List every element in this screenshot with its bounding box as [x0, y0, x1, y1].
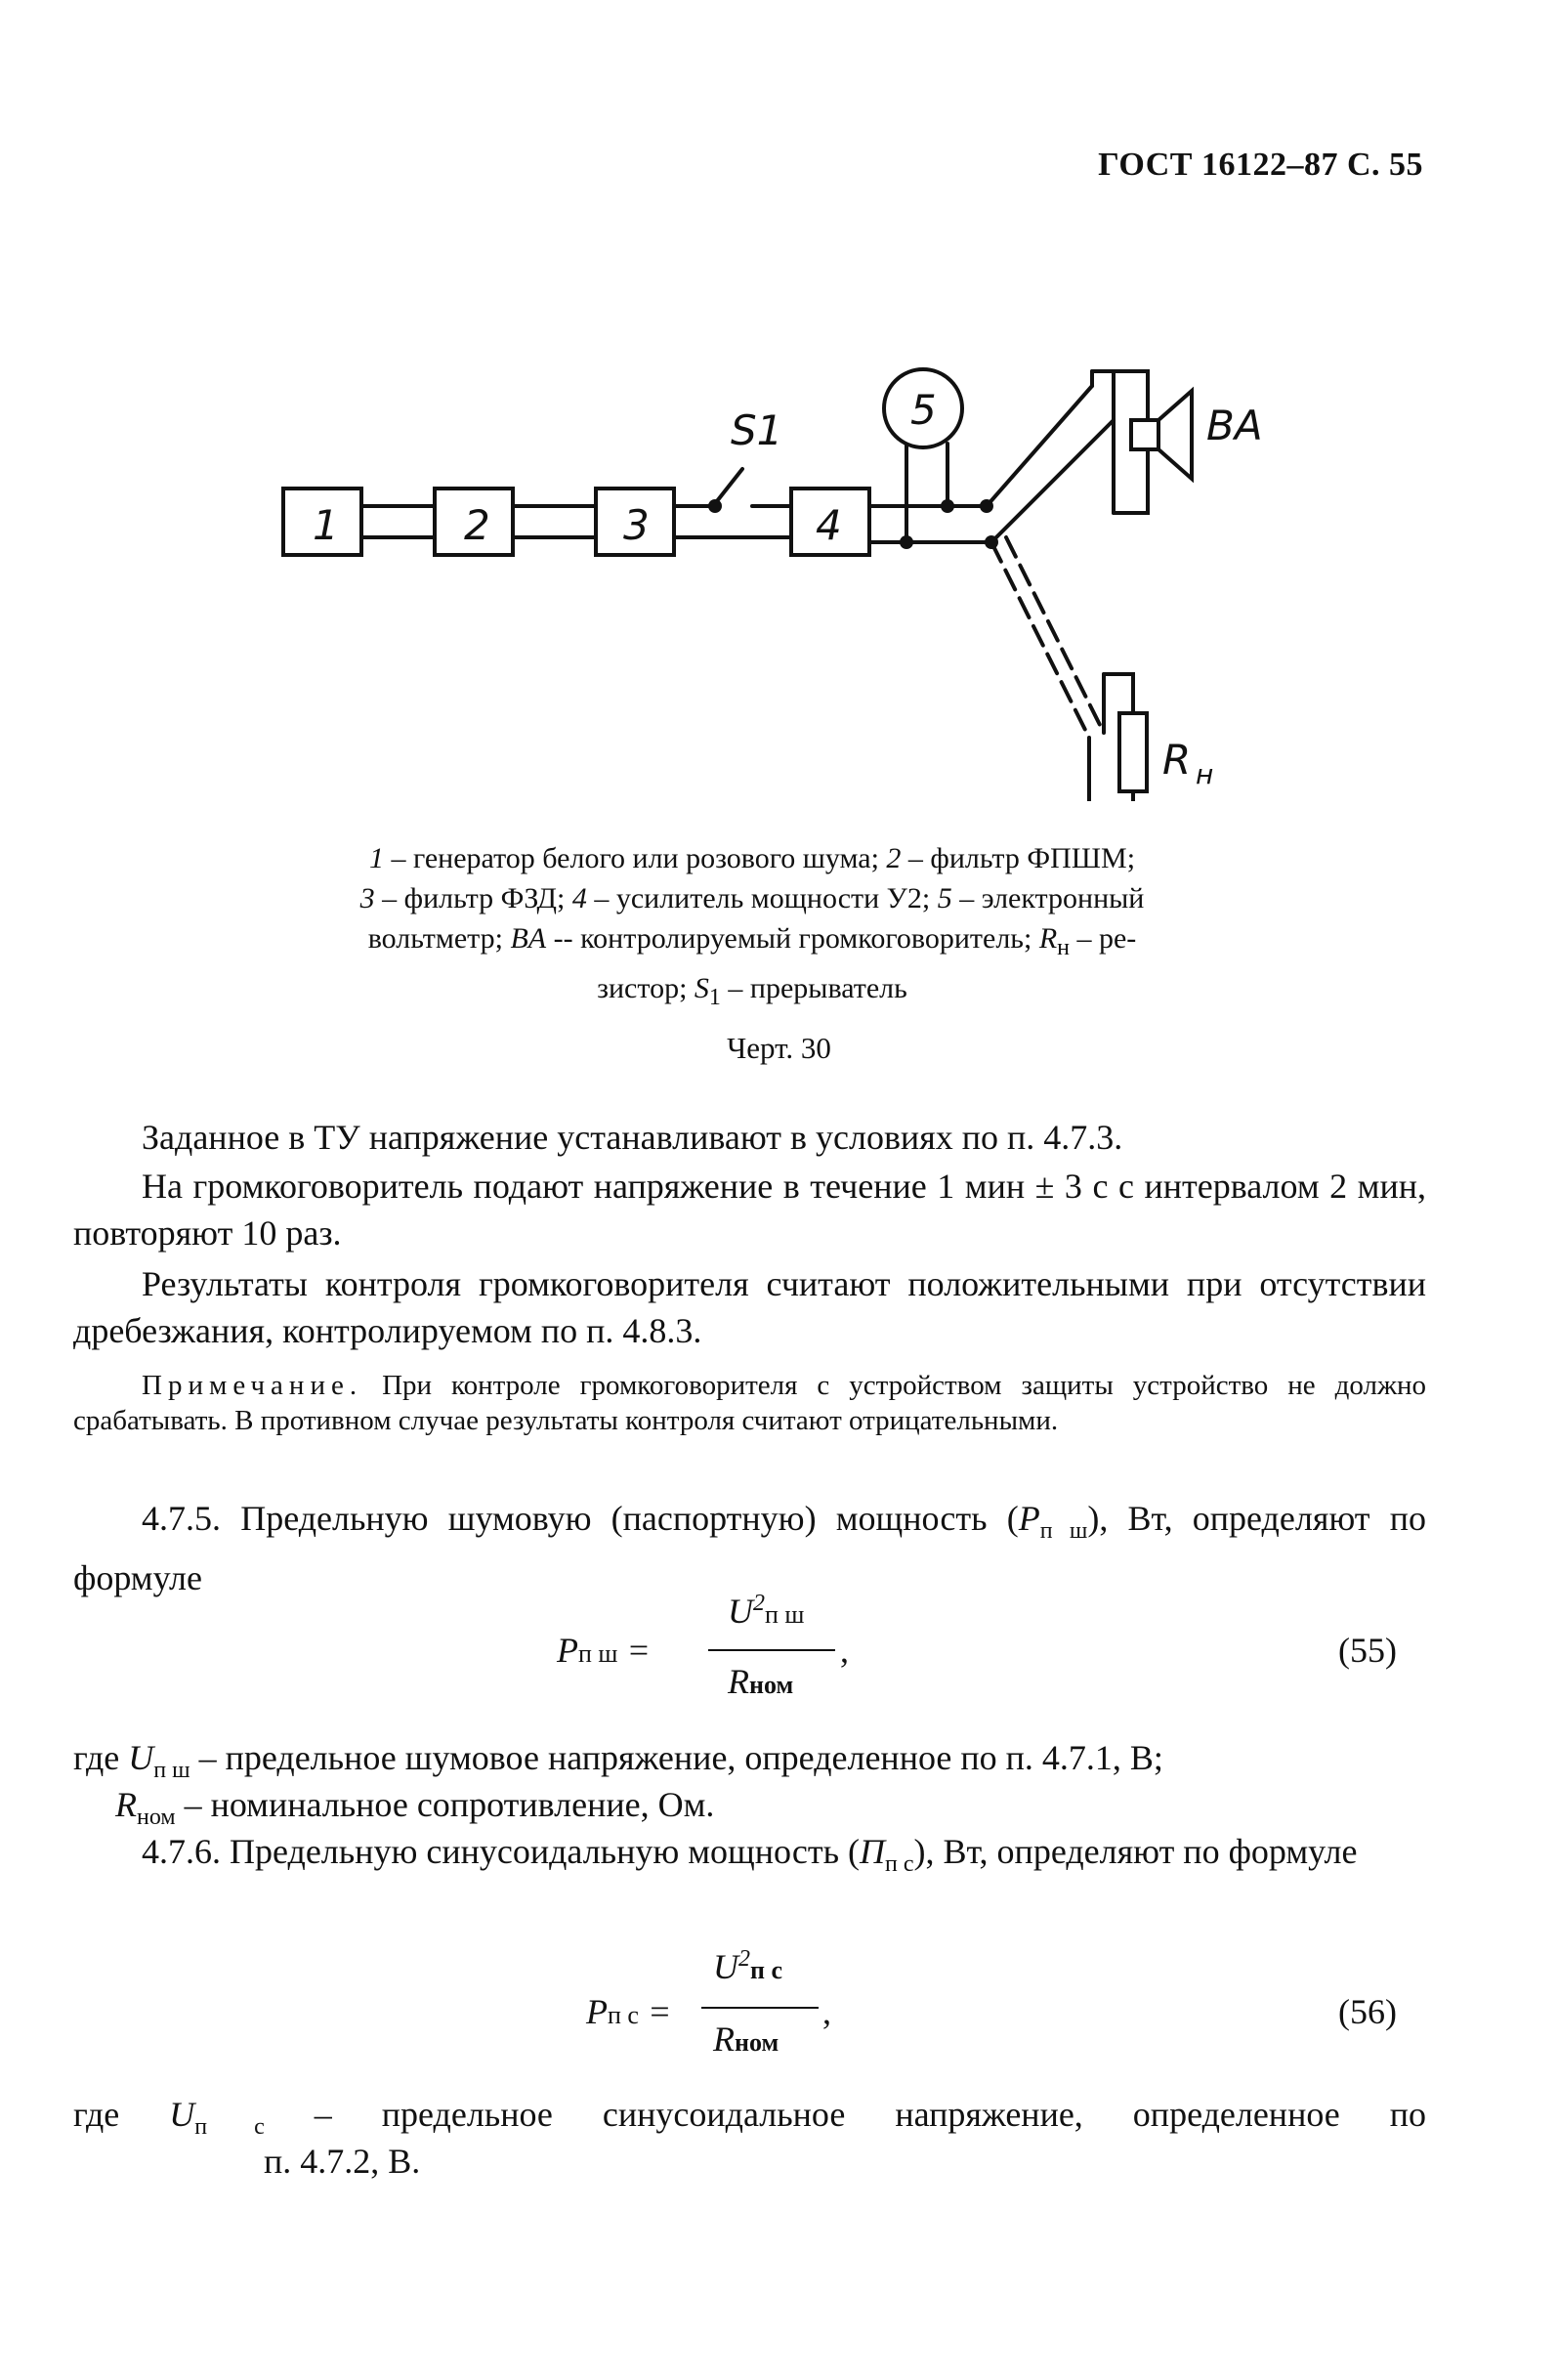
- page-header: ГОСТ 16122–87 С. 55: [1098, 147, 1423, 183]
- where-line-2: $R_{ном}$ – номинальное сопротивление, Ом.: [115, 1785, 715, 1831]
- resistor-rn: [1119, 713, 1147, 791]
- figure-caption: 1 – генератор белого или розового шума; 2 – фильтр ФПШМ; 3 – фильтр ФЗД; 4 – усилитель мощности У2; 5 – электронный вольтметр; BA -- контролируемый громкоговоритель; $R_н - ре-$ зистор; $S_1$ – прерыватель: [359, 842, 1145, 1010]
- paragraph-4-7-5: 4.7.5. Предельную шумовую (паспортную) мощность $(P_{п ш})$, Вт, определяют по формуле: [73, 1499, 1427, 1598]
- speaker-label: BA: [1206, 402, 1263, 449]
- block-3-label: 3: [623, 501, 650, 549]
- paragraph-4-7-6: 4.7.6. Предельную синусоидальную мощность $(П_{п с})$, Вт, определяют по формуле: [142, 1832, 1358, 1878]
- resistor-sub: н: [1196, 758, 1214, 790]
- voltmeter-label: 5: [910, 386, 937, 434]
- block-2-label: 2: [464, 501, 490, 549]
- figure-label: Черт. 30: [727, 1031, 831, 1065]
- where-line-3: где $U_{п с}$ – предельное синусоидальное напряжение, определенное по: [73, 2095, 1427, 2141]
- note-body: При контроле громкоговорителя с устройством защиты устройство не должно срабатывать. В противном случае результаты контроля считают отрицательными.: [73, 1370, 1426, 1436]
- paragraph-2: На громкоговоритель подают напряжение в течение 1 мин ± 3 с с интервалом 2 мин, повторяют 10 раз.: [73, 1167, 1426, 1253]
- equation-number-56: (56): [1338, 1992, 1397, 2031]
- block-4-label: 4: [816, 501, 842, 549]
- where-line-1: где $U_{п ш}$ – предельное шумовое напряжение, определенное по п. 4.7.1, В;: [73, 1738, 1163, 1784]
- resistor-label: R: [1162, 736, 1192, 784]
- document-page: ГОСТ 16122–87 С. 55 1 2 3 4 5 S1 BA R н 1 – генератор белого или розового шума; 2 – фильтр ФПШМ; 3 – фильтр ФЗД; 4 – усилитель мощности У2; 5 – электронный вольтметр; BA -- контролируемый громкоговоритель; $R_н - ре-$ зистор; $S_1$ – прерыватель Черт. 30 Заданное в ТУ напряжение устанавливают в условиях по п. 4.7.3. На громкоговоритель подают напряжение в течение 1 мин ± 3 с с интервалом 2 мин, повторяют 10 раз. Результаты контроля громкоговорителя считают положительными при отсутствии дребезжания, контролируемом по п. 4.8.3. Примечание. При контроле громкоговорителя с устройством защиты устройство не должно срабатывать. В противном случае результаты контроля считают отрицательными. 4.7.5. Предельную шумовую (паспортную) мощность $(P_{п ш})$, Вт, определяют по формуле Pп ш = $U^2п$ ш Rном , (55) где $U_{п ш}$ – предельное шумовое напряжение, определенное по п. 4.7.1, В; $R_{ном}$ – номинальное сопротивление, Ом. 4.7.6. Предельную синусоидальную мощность $(П_{п с})$, Вт, определяют по формуле Pп с = $U^2п$ с Rном , (56) где $U_{п с}$ – предельное синусоидальное напряжение, определенное по п. 4.7.2, В.: [0, 0, 1558, 2380]
- paragraph-3: Результаты контроля громкоговорителя считают положительными при отсутствии дребезжания, контролируемом по п. 4.8.3.: [73, 1264, 1426, 1350]
- paragraph-1: Заданное в ТУ напряжение устанавливают в условиях по п. 4.7.3.: [142, 1118, 1123, 1157]
- circuit-diagram: [274, 352, 1299, 801]
- block-1-label: 1: [313, 501, 339, 549]
- equation-number-55: (55): [1338, 1631, 1397, 1670]
- switch-label: S1: [731, 406, 783, 454]
- note-heading: Примечание.: [142, 1370, 363, 1401]
- where-line-4: п. 4.7.2, В.: [264, 2142, 421, 2181]
- note: [73, 1368, 1426, 1438]
